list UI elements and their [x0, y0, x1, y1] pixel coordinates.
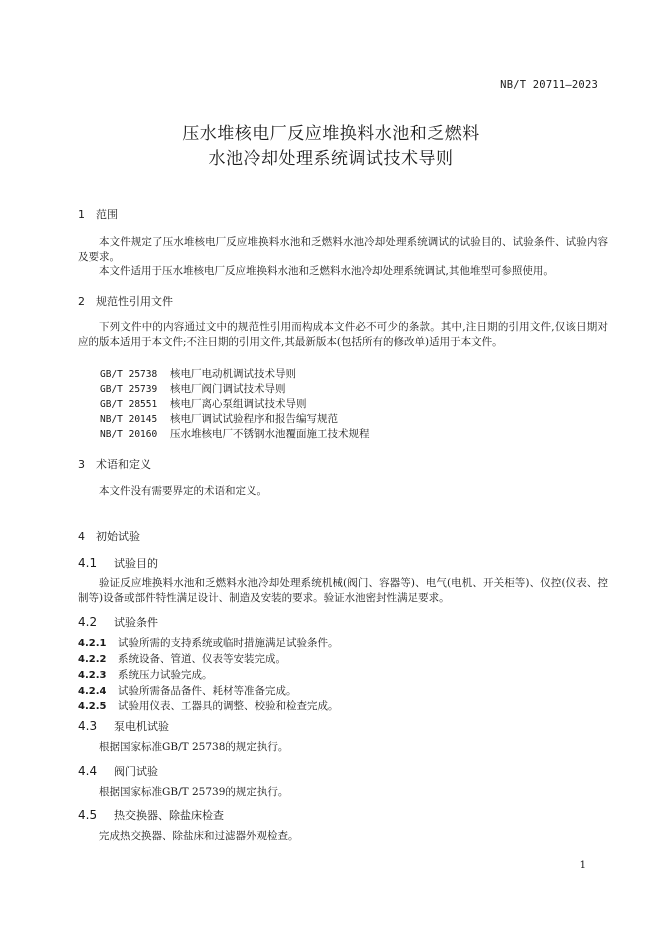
reference-name: 核电厂离心泵组调试技术导则: [170, 398, 307, 410]
clause-item: [78, 667, 213, 682]
reference-code: NB/T 20160: [100, 429, 158, 440]
standard-number: NB/T 20711—2023: [500, 79, 598, 91]
subsection-title: 阀门试验: [114, 765, 158, 778]
section-number: 4: [78, 530, 85, 543]
reference-name: 压水堆核电厂不锈钢水池覆面施工技术规程: [170, 428, 370, 440]
subsection-4-3-heading: [78, 718, 169, 734]
clause-item: [78, 635, 339, 650]
clause-number: 4.2.2: [78, 654, 107, 665]
reference-code: GB/T 25738: [100, 369, 158, 380]
clause-number: 4.2.1: [78, 638, 107, 649]
title-line-2: 水池冷却处理系统调试技术导则: [208, 149, 454, 169]
clause-number: 4.2.4: [78, 686, 107, 697]
subsection-4-4-paragraph: 根据国家标准GB/T 25739的规定执行。: [99, 786, 289, 798]
subsection-4-5-paragraph: 完成热交换器、除盐床和过滤器外观检查。: [99, 830, 299, 842]
reference-item: [100, 411, 338, 426]
section-3-paragraph-1: 本文件没有需要界定的术语和定义。: [99, 485, 267, 497]
section-2-heading: [78, 293, 173, 309]
section-title: 范围: [96, 208, 118, 221]
section-number: 3: [78, 458, 85, 471]
subsection-4-1-paragraph: 验证反应堆换料水池和乏燃料水池冷却处理系统机械(阀门、容器等)、电气(电机、开关柜等)、仪控(仪表、控制等)设备或部件特性满足设计、制造及安装的要求。验证水池密封性满足要求。: [78, 577, 608, 604]
reference-name: 核电厂阀门调试技术导则: [170, 383, 286, 395]
title-line-1: 压水堆核电厂反应堆换料水池和乏燃料: [182, 124, 480, 144]
page-number: 1: [579, 860, 586, 871]
reference-item: [100, 366, 296, 381]
reference-item: [100, 396, 307, 411]
section-1-heading: [78, 206, 118, 222]
subsection-title: 试验条件: [114, 616, 158, 629]
clause-item: [78, 651, 286, 666]
reference-item: [100, 381, 286, 396]
subsection-number: 4.4: [78, 764, 98, 778]
subsection-4-2-heading: [78, 614, 158, 630]
subsection-title: 试验目的: [114, 557, 158, 570]
reference-code: GB/T 25739: [100, 384, 158, 395]
section-3-heading: [78, 456, 151, 472]
section-title: 规范性引用文件: [96, 295, 173, 308]
clause-item: [78, 683, 297, 698]
subsection-number: 4.2: [78, 615, 98, 629]
section-title: 术语和定义: [96, 458, 151, 471]
reference-item: [100, 426, 370, 441]
section-1-paragraph-2: 本文件适用于压水堆核电厂反应堆换料水池和乏燃料水池冷却处理系统调试,其他堆型可参照使用。: [99, 265, 554, 277]
clause-number: 4.2.5: [78, 701, 107, 712]
clause-text: 系统压力试验完成。: [118, 669, 213, 681]
section-number: 2: [78, 295, 85, 308]
subsection-4-5-heading: [78, 807, 224, 823]
section-2-paragraph-1: 下列文件中的内容通过文中的规范性引用而构成本文件必不可少的条款。其中,注日期的引用文件,仅该日期对应的版本适用于本文件;不注日期的引用文件,其最新版本(包括所有的修改单)适用于本文件。: [78, 321, 608, 348]
clause-text: 试验用仪表、工器具的调整、校验和检查完成。: [118, 700, 339, 712]
subsection-number: 4.5: [78, 808, 98, 822]
section-title: 初始试验: [96, 530, 140, 543]
clause-text: 试验所需的支持系统或临时措施满足试验条件。: [118, 637, 339, 649]
reference-name: 核电厂调试试验程序和报告编写规范: [170, 413, 338, 425]
subsection-title: 热交换器、除盐床检查: [114, 809, 224, 822]
reference-code: GB/T 28551: [100, 399, 158, 410]
reference-name: 核电厂电动机调试技术导则: [170, 368, 296, 380]
subsection-number: 4.3: [78, 719, 98, 733]
section-1-paragraph-1: 本文件规定了压水堆核电厂反应堆换料水池和乏燃料水池冷却处理系统调试的试验目的、试验条件、试验内容及要求。: [78, 236, 608, 263]
clause-text: 试验所需备品备件、耗材等准备完成。: [118, 685, 297, 697]
subsection-4-4-heading: [78, 763, 158, 779]
clause-item: [78, 698, 339, 713]
clause-number: 4.2.3: [78, 670, 107, 681]
clause-text: 系统设备、管道、仪表等安装完成。: [118, 653, 286, 665]
subsection-number: 4.1: [78, 556, 98, 570]
subsection-title: 泵电机试验: [114, 720, 169, 733]
reference-code: NB/T 20145: [100, 414, 158, 425]
subsection-4-1-heading: [78, 555, 158, 571]
section-4-heading: [78, 528, 140, 544]
section-number: 1: [78, 208, 85, 221]
document-title: [0, 122, 662, 172]
subsection-4-3-paragraph: 根据国家标准GB/T 25738的规定执行。: [99, 741, 289, 753]
